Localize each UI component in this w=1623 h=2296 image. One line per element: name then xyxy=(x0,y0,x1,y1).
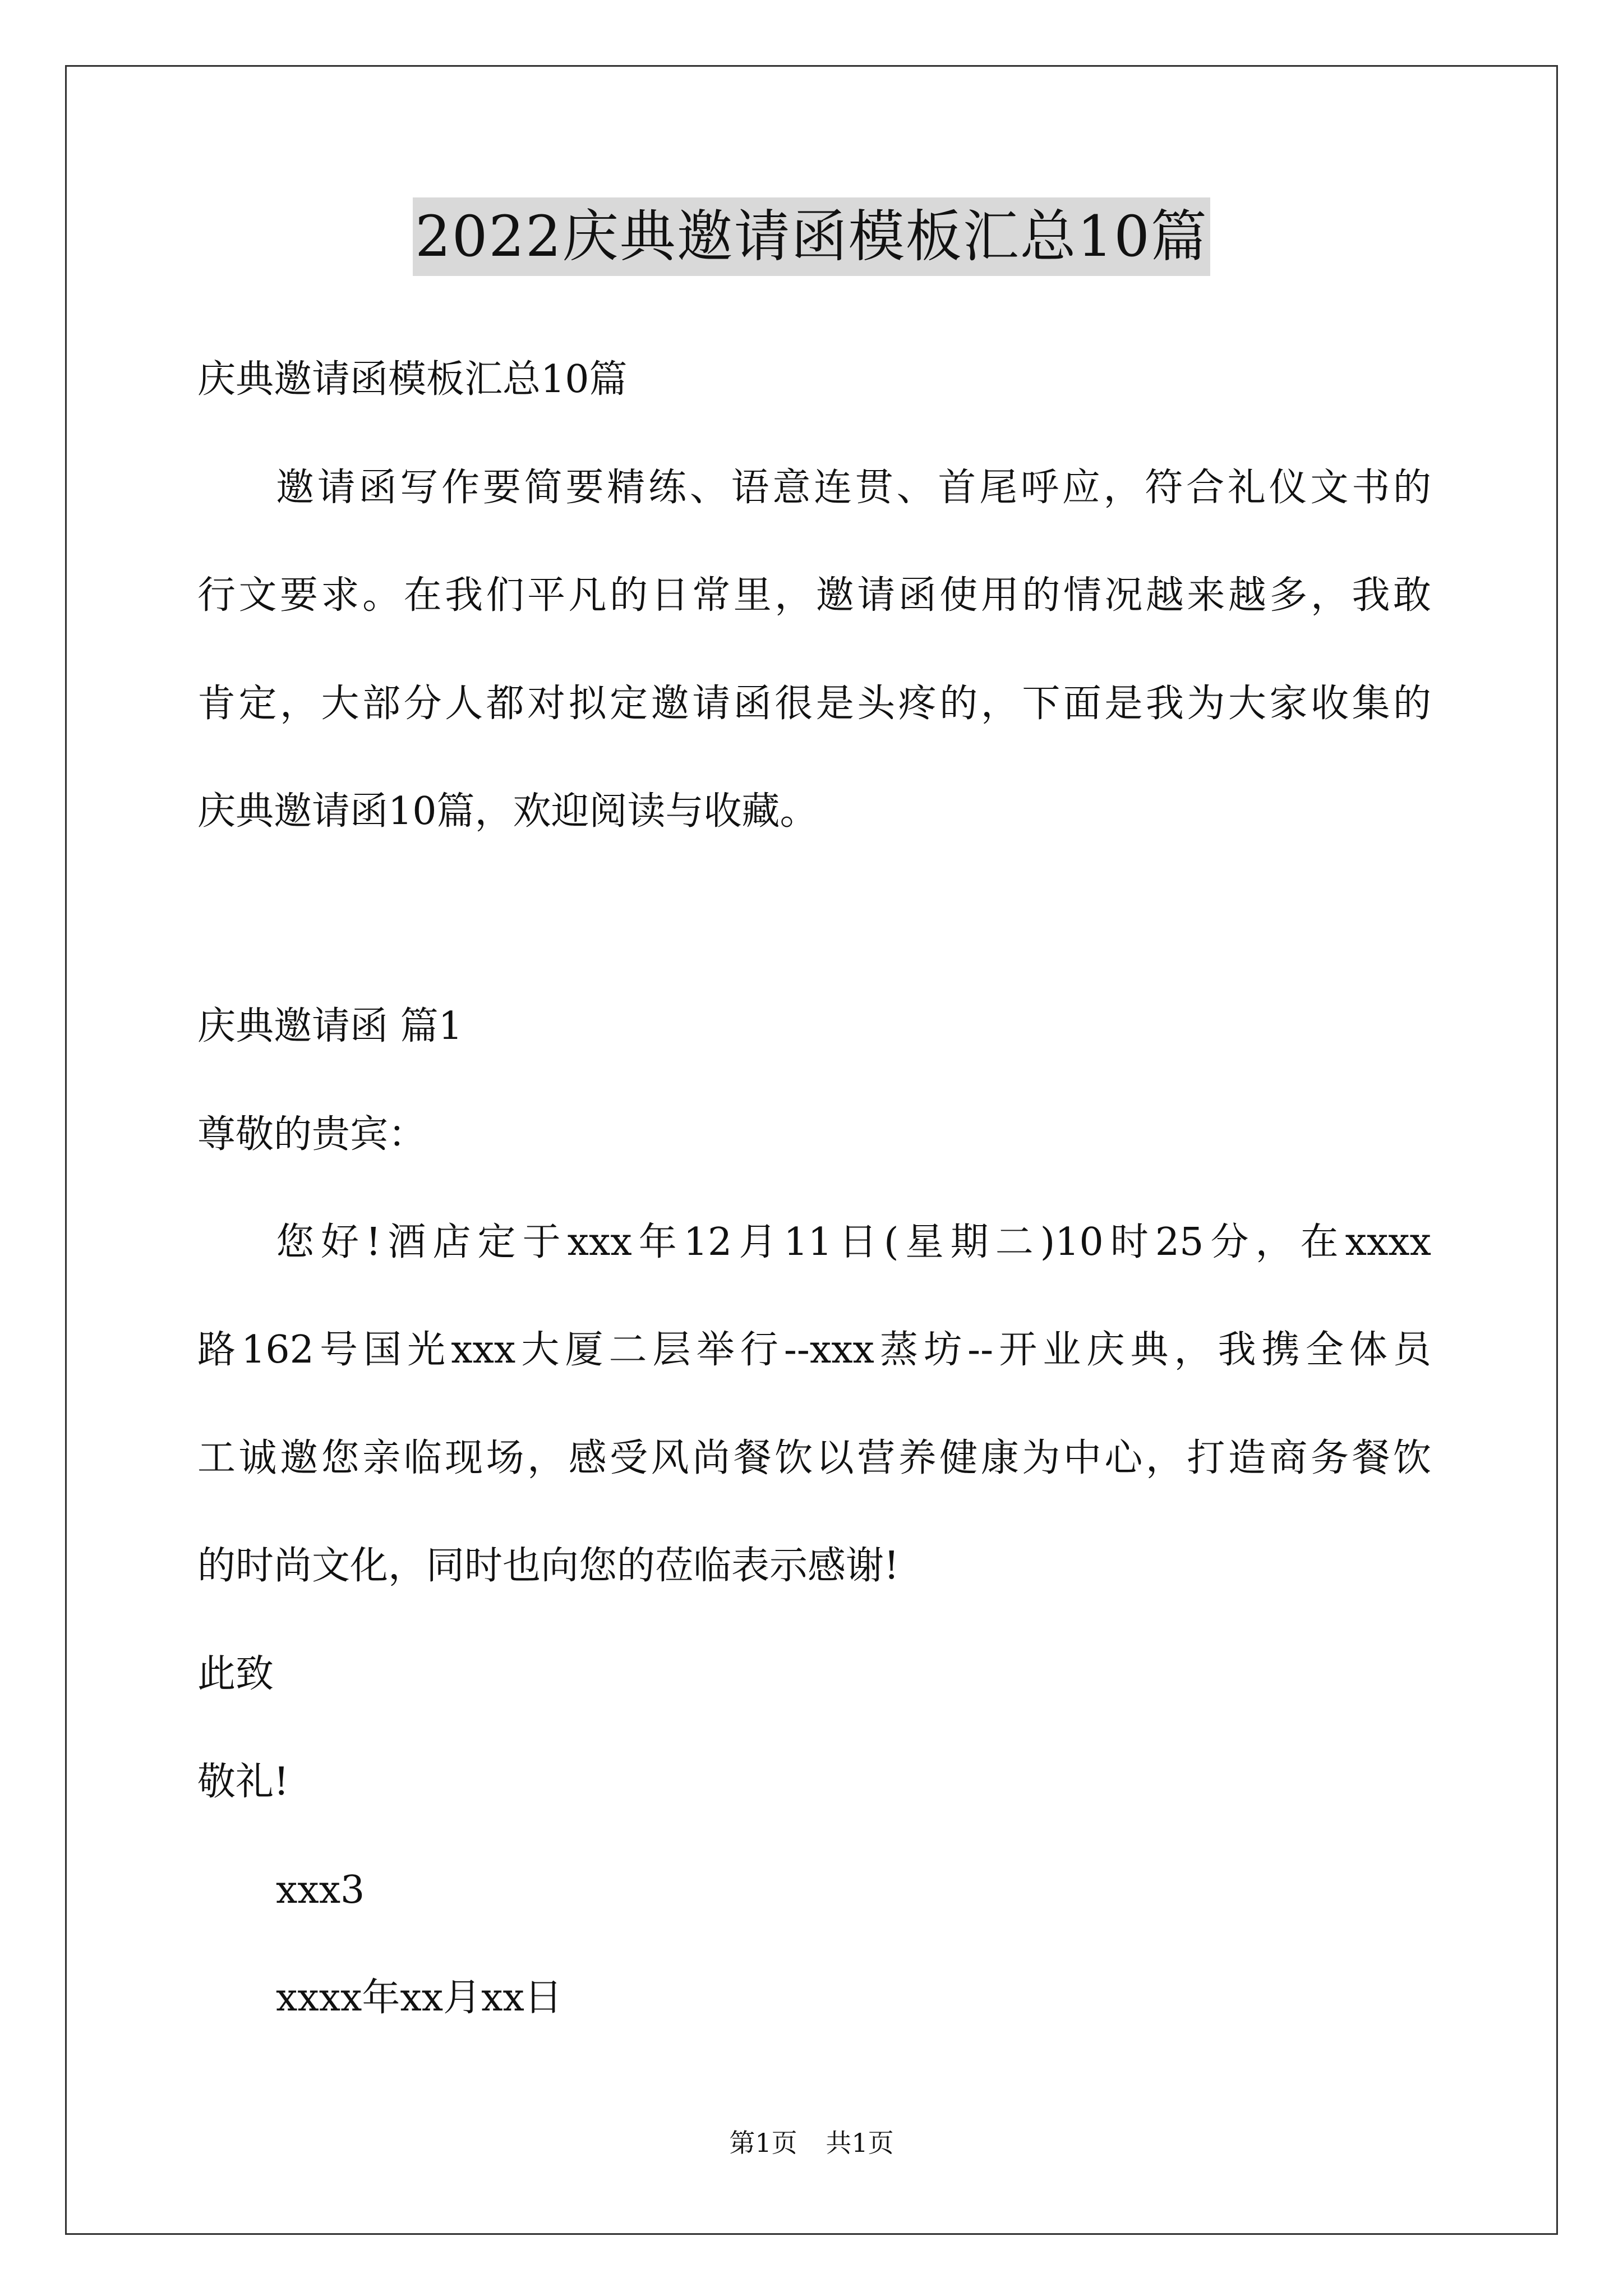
section-heading: 庆典邀请函 篇1 xyxy=(197,1004,463,1048)
intro-line-2: 行文要求。在我们平凡的日常里，邀请函使用的情况越来越多，我敢 xyxy=(197,573,1431,618)
closing-1: 此致 xyxy=(197,1652,274,1696)
page-total: 共1页 xyxy=(826,2128,894,2158)
intro-line-1: 邀请函写作要简要精练、语意连贯、首尾呼应，符合礼仪文书的 xyxy=(276,466,1431,510)
signature: xxx3 xyxy=(276,1868,365,1912)
body-line-3: 工诚邀您亲临现场，感受风尚餐饮以营养健康为中心，打造商务餐饮 xyxy=(197,1436,1431,1480)
body-line-2: 路162号国光xxx大厦二层举行--xxx蒸坊--开业庆典，我携全体员 xyxy=(197,1328,1431,1372)
intro-line-3: 肯定，大部分人都对拟定邀请函很是头疼的，下面是我为大家收集的 xyxy=(197,682,1431,726)
salutation: 尊敬的贵宾： xyxy=(197,1112,427,1157)
document-title: 2022庆典邀请函模板汇总10篇 xyxy=(413,197,1210,276)
title-container xyxy=(0,197,1623,276)
intro-line-4: 庆典邀请函10篇，欢迎阅读与收藏。 xyxy=(197,789,818,834)
body-line-4: 的时尚文化，同时也向您的莅临表示感谢! xyxy=(197,1544,900,1588)
document-subtitle: 庆典邀请函模板汇总10篇 xyxy=(197,357,628,402)
page-footer xyxy=(0,2126,1623,2160)
body-line-1: 您好!酒店定于xxx年12月11日(星期二)10时25分，在xxxx xyxy=(276,1220,1431,1264)
date: xxxx年xx月xx日 xyxy=(276,1976,562,2020)
closing-2: 敬礼! xyxy=(197,1760,289,1804)
page-current: 第1页 xyxy=(729,2128,797,2158)
